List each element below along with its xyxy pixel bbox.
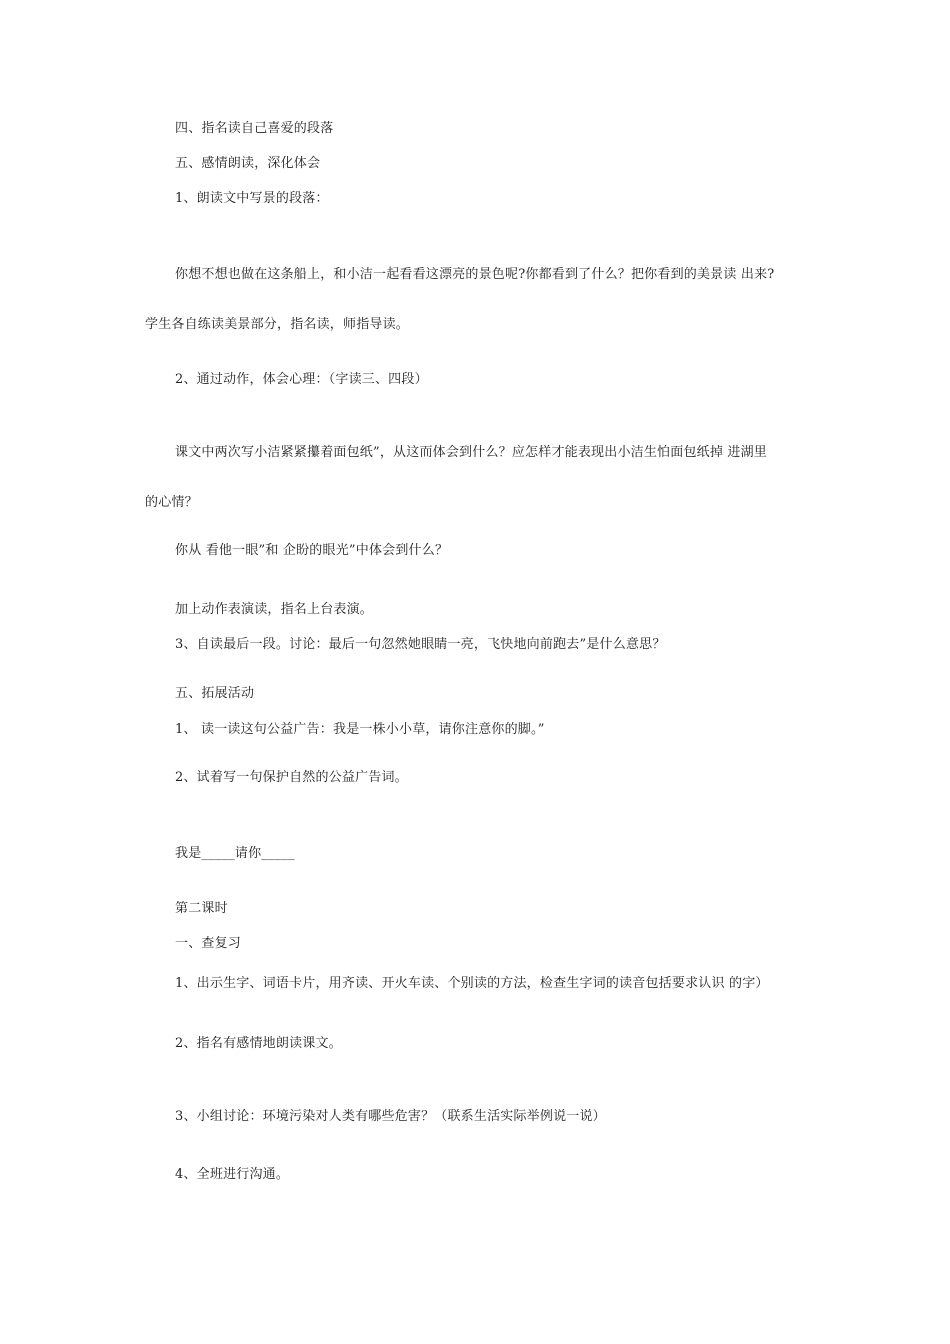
subheading-1: 1、朗读文中写景的段落：	[175, 191, 329, 206]
paragraph-text: 的心情？	[145, 495, 198, 510]
fill-in-blank-line: 我是_____请你_____	[175, 846, 295, 861]
section-heading-extension: 五、拓展活动	[175, 686, 255, 701]
section-heading-review: 一、查复习	[175, 936, 242, 951]
section-heading-4: 四、指名读自己喜爱的段落	[175, 121, 334, 136]
list-item: 1、出示生字、词语卡片，用齐读、开火车读、个别读的方法，检查生字词的读音包括要求认识 的字）	[175, 976, 769, 991]
list-item: 2、指名有感情地朗读课文。	[175, 1036, 342, 1051]
paragraph-text: 加上动作表演读，指名上台表演。	[175, 602, 374, 617]
list-item: 3、小组讨论：环境污染对人类有哪些危害？（联系生活实际举例说一说）	[175, 1109, 606, 1124]
lesson-heading: 第二课时	[175, 901, 228, 916]
list-item: 4、全班进行沟通。	[175, 1167, 290, 1182]
subheading-2: 2、通过动作，体会心理：（字读三、四段）	[175, 372, 428, 387]
list-item: 1、 读一读这句公益广告：我是一株小小草，请你注意你的脚。”	[175, 722, 545, 737]
paragraph-text: 课文中两次写小洁紧紧攥着面包纸”，从这而体会到什么？应怎样才能表现出小洁生怕面包纸掉 进湖里	[175, 445, 767, 460]
paragraph-text: 学生各自练读美景部分，指名读，师指导读。	[145, 317, 410, 332]
list-item: 2、试着写一句保护自然的公益广告词。	[175, 770, 408, 785]
paragraph-text: 你想不想也做在这条船上，和小洁一起看看这漂亮的景色呢?你都看到了什么？把你看到的美景读 出来?	[175, 267, 775, 282]
subheading-3: 3、自读最后一段。讨论：最后一句忽然她眼睛一亮，飞快地向前跑去”是什么意思？	[175, 637, 666, 652]
section-heading-5: 五、感情朗读，深化体会	[175, 156, 321, 171]
paragraph-text: 你从 看他一眼”和 企盼的眼光”中体会到什么？	[175, 543, 449, 558]
